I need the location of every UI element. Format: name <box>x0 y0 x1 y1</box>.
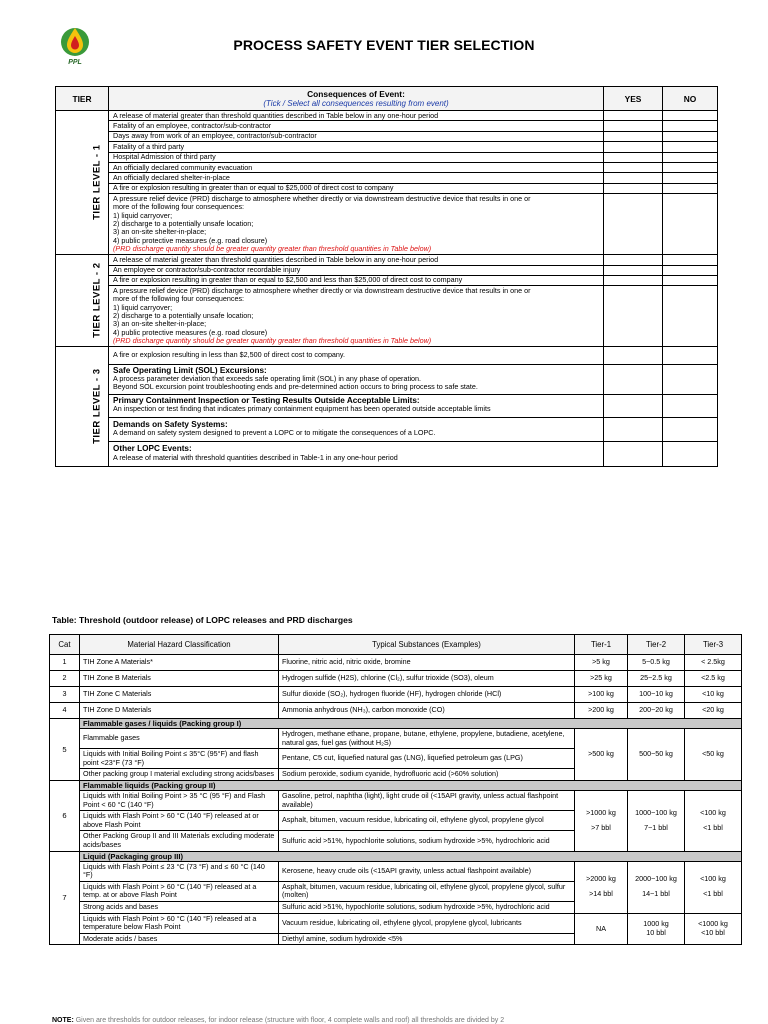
tier2-cell: 25~2.5 kg <box>628 671 685 687</box>
safety-system-demands <box>109 417 604 442</box>
prd-line: 1) liquid carryover; <box>113 302 173 312</box>
yes-checkbox[interactable] <box>604 131 663 141</box>
logo-text: PPL <box>68 59 82 66</box>
tier3-cell <box>685 861 742 913</box>
group-row <box>50 851 742 861</box>
no-checkbox[interactable] <box>663 417 718 442</box>
group-row <box>50 719 742 729</box>
no-checkbox[interactable] <box>663 347 718 364</box>
substances-cell: Sodium peroxide, sodium cyanide, hydrofluoric acid (>60% solution) <box>279 769 575 781</box>
section-line: A demand on safety system designed to prevent a LOPC or to mitigate the consequences of a LOPC. <box>113 428 436 437</box>
prd-note: (PRD discharge quantity should be greater quantity greater than threshold quantities in Table below) <box>113 244 432 254</box>
substances-cell: Asphalt, bitumen, vacuum residue, lubricating oil, ethylene glycol, propylene glycol, sulfur (molten) <box>279 881 575 901</box>
cat-cell: 1 <box>50 655 80 671</box>
consequence-text: An officially declared shelter-in-place <box>109 173 604 183</box>
tier3-row <box>56 417 718 442</box>
tier3-row <box>56 442 718 467</box>
substances-cell: Diethyl amine, sodium hydroxide <5% <box>279 933 575 945</box>
yes-checkbox[interactable] <box>604 121 663 131</box>
cat-cell: 6 <box>50 780 80 851</box>
tier3-label: TIER LEVEL - 3 <box>91 368 103 445</box>
consequence-text: An employee or contractor/sub-contractor recordable injury <box>109 265 604 275</box>
yes-checkbox[interactable] <box>604 255 663 265</box>
consequence-text: An officially declared community evacuation <box>109 163 604 173</box>
material-cell: Flammable gases <box>80 729 279 749</box>
yes-checkbox[interactable] <box>604 417 663 442</box>
prd-line: 4) public protective measures (e.g. road closure) <box>113 235 268 245</box>
yes-checkbox[interactable] <box>604 286 663 347</box>
substances-cell: Gasoline, petrol, naphtha (light), light crude oil (<15API gravity, unless actual flashpoint available) <box>279 790 575 810</box>
substances-cell: Ammonia anhydrous (NH₃), carbon monoxide (CO) <box>279 703 575 719</box>
tier2-header: Tier-2 <box>628 635 685 655</box>
substances-cell: Vacuum residue, lubricating oil, ethylene glycol, propylene glycol, lubricants <box>279 913 575 933</box>
consequence-text: A release of material greater than threshold quantities described in Table below in any one-hour period <box>109 111 604 121</box>
tier2-cell: 200~20 kg <box>628 703 685 719</box>
consequences-subtitle: (Tick / Select all consequences resulting from event) <box>263 99 449 108</box>
material-cell: Liquids with Flash Point > 60 °C (140 °F) released at or above Flash Point <box>80 811 279 831</box>
prd-line: 3) an on-site shelter-in-place; <box>113 227 207 237</box>
tier2-bbl: 14~1 bbl <box>642 889 670 899</box>
section-heading: Primary Containment Inspection or Testing Results Outside Acceptable Limits: <box>113 395 420 405</box>
tier1-header: Tier-1 <box>575 635 628 655</box>
yes-checkbox[interactable] <box>604 111 663 121</box>
prd-line: A pressure relief device (PRD) discharge to atmosphere whether directly or via downstream destructive device that results in one or <box>113 285 531 295</box>
group-heading: Liquid (Packaging group III) <box>80 851 742 861</box>
yes-checkbox[interactable] <box>604 142 663 152</box>
tier2-kg: 1000 kg <box>643 919 669 929</box>
no-checkbox[interactable] <box>663 163 718 173</box>
tier3-row <box>56 347 718 364</box>
no-checkbox[interactable] <box>663 111 718 121</box>
no-checkbox[interactable] <box>663 255 718 265</box>
no-checkbox[interactable] <box>663 364 718 394</box>
tier3-kg: <1000 kg <box>698 919 728 929</box>
note-label: NOTE: <box>52 1017 74 1024</box>
substances-cell: Hydrogen sulfide (H2S), chlorine (Cl₂), sulfur trioxide (SO3), oleum <box>279 671 575 687</box>
substances-header: Typical Substances (Examples) <box>279 635 575 655</box>
material-cell: Liquids with Initial Boiling Point > 35 °C (95 °F) and Flash Point < 60 °C (140 °F) <box>80 790 279 810</box>
substances-cell: Kerosene, heavy crude oils (<15API gravity, unless actual flashpoint available) <box>279 861 575 881</box>
material-cell: TIH Zone A Materials* <box>80 655 279 671</box>
tier3-cell: <50 kg <box>685 729 742 781</box>
yes-header: YES <box>604 87 663 111</box>
tier1-row <box>56 183 718 193</box>
material-cell: TIH Zone C Materials <box>80 687 279 703</box>
tier3-label-cell <box>56 347 109 467</box>
table-row <box>50 655 742 671</box>
material-cell: Liquids with Flash Point > 60 °C (140 °F) released at a temperature below Flash Point <box>80 913 279 933</box>
prd-line: more of the following four consequences: <box>113 294 245 304</box>
tier-header: TIER <box>56 87 109 111</box>
tier2-cell <box>628 790 685 851</box>
tier2-cell: 5~0.5 kg <box>628 655 685 671</box>
material-cell: Liquids with Initial Boiling Point ≤ 35°C (95°F) and flash point <23°F (73 °F) <box>80 749 279 769</box>
tier3-kg: <100 kg <box>700 874 726 884</box>
tier2-kg: 2000~100 kg <box>635 874 677 884</box>
prd-note: (PRD discharge quantity should be greater quantity greater than threshold quantities in Table below) <box>113 336 432 346</box>
yes-checkbox[interactable] <box>604 275 663 285</box>
tier3-bbl: <10 bbl <box>701 927 725 937</box>
tier2-row <box>56 275 718 285</box>
table-row <box>50 671 742 687</box>
tier3-bbl: <1 bbl <box>703 822 723 832</box>
no-checkbox[interactable] <box>663 286 718 347</box>
group-row <box>50 780 742 790</box>
consequence-text: Days away from work of an employee, contractor/sub-contractor <box>109 131 604 141</box>
material-cell: Liquids with Flash Point > 60 °C (140 °F) released at a temp. at or above Flash Point <box>80 881 279 901</box>
tier3-bbl: <1 bbl <box>703 889 723 899</box>
material-header: Material Hazard Classification <box>80 635 279 655</box>
group-heading: Flammable liquids (Packing group II) <box>80 780 742 790</box>
event-table-header <box>56 87 718 111</box>
tier2-bbl: 7~1 bbl <box>644 822 668 832</box>
tier1-row <box>56 111 718 121</box>
page-title: PROCESS SAFETY EVENT TIER SELECTION <box>233 37 535 53</box>
note-text: Given are thresholds for outdoor releases, for indoor release (structure with floor, 4 complete walls and roof) all thresholds are divided by 2 <box>75 1017 505 1024</box>
material-cell: TIH Zone D Materials <box>80 703 279 719</box>
tier3-row <box>56 394 718 417</box>
tier1-bbl: >14 bbl <box>589 889 613 899</box>
consequence-text: Fatality of a third party <box>109 142 604 152</box>
tier2-label: TIER LEVEL - 2 <box>91 262 103 339</box>
table-row <box>50 913 742 933</box>
no-checkbox[interactable] <box>663 152 718 162</box>
table-row <box>50 703 742 719</box>
no-header: NO <box>663 87 718 111</box>
tier2-cell: 100~10 kg <box>628 687 685 703</box>
cat-cell: 5 <box>50 719 80 781</box>
consequence-text: A fire or explosion resulting in greater than or equal to $25,000 of direct cost to company <box>109 183 604 193</box>
tier3-cell: < 2.5kg <box>685 655 742 671</box>
table-row <box>50 790 742 810</box>
yes-checkbox[interactable] <box>604 173 663 183</box>
yes-checkbox[interactable] <box>604 442 663 467</box>
material-cell: Other packing group I material excluding strong acids/bases <box>80 769 279 781</box>
tier1-cell: >100 kg <box>575 687 628 703</box>
cat-cell: 2 <box>50 671 80 687</box>
tier2-cell <box>628 861 685 913</box>
tier1-bbl: >7 bbl <box>591 822 611 832</box>
section-line: Beyond SOL excursion point troubleshooting ends and pre-determined action occurs to bring process to safe state. <box>113 382 478 392</box>
yes-checkbox[interactable] <box>604 152 663 162</box>
containment-inspection <box>109 394 604 417</box>
tier1-cell: >25 kg <box>575 671 628 687</box>
material-cell: Moderate acids / bases <box>80 933 279 945</box>
table-row <box>50 861 742 881</box>
tier1-cell <box>575 861 628 913</box>
prd-consequence <box>109 194 604 255</box>
tier1-cell: >500 kg <box>575 729 628 781</box>
no-checkbox[interactable] <box>663 265 718 275</box>
tier3-cell <box>685 790 742 851</box>
substances-cell: Hydrogen, methane ethane, propane, butane, ethylene, propylene, butadiene, acetylene, natural gas, fuel gas (without H₂S) <box>279 729 575 749</box>
tier1-prd-row <box>56 194 718 255</box>
material-cell: Strong acids and bases <box>80 901 279 913</box>
yes-checkbox[interactable] <box>604 364 663 394</box>
sol-excursions <box>109 364 604 394</box>
substances-cell: Sulfur dioxide (SO₂), hydrogen fluoride (HF), hydrogen chloride (HCl) <box>279 687 575 703</box>
threshold-header <box>50 635 742 655</box>
tier1-row <box>56 173 718 183</box>
yes-checkbox[interactable] <box>604 183 663 193</box>
prd-line: 1) liquid carryover; <box>113 210 173 220</box>
tier2-label-cell <box>56 255 109 347</box>
tier1-cell: >200 kg <box>575 703 628 719</box>
tier3-header: Tier-3 <box>685 635 742 655</box>
consequence-text: A fire or explosion resulting in less than $2,500 of direct cost to company. <box>109 347 604 364</box>
tier1-label-cell <box>56 111 109 255</box>
no-checkbox[interactable] <box>663 173 718 183</box>
tier3-kg: <100 kg <box>700 808 726 818</box>
other-lopc-events <box>109 442 604 467</box>
event-table <box>55 86 718 467</box>
section-line: A release of material with threshold quantities described in Table-1 in any one-hour period <box>113 452 398 462</box>
no-checkbox[interactable] <box>663 142 718 152</box>
no-checkbox[interactable] <box>663 394 718 417</box>
material-cell: Other Packing Group II and III Materials excluding moderate acids/bases <box>80 831 279 851</box>
tier2-cell: 500~50 kg <box>628 729 685 781</box>
section-heading: Demands on Safety Systems: <box>113 419 228 429</box>
tier3-cell: <10 kg <box>685 687 742 703</box>
material-cell: TIH Zone B Materials <box>80 671 279 687</box>
section-line: An inspection or test finding that indicates primary containment equipment has been operated outside acceptable limits <box>113 404 491 414</box>
tier3-cell: <2.5 kg <box>685 671 742 687</box>
cat-header: Cat <box>50 635 80 655</box>
consequence-text: Fatality of an employee, contractor/sub-contractor <box>109 121 604 131</box>
prd-line: more of the following four consequences: <box>113 202 245 212</box>
no-checkbox[interactable] <box>663 194 718 255</box>
consequence-text: A fire or explosion resulting in greater than or equal to $2,500 and less than $25,000 of direct cost to company <box>109 275 604 285</box>
yes-checkbox[interactable] <box>604 194 663 255</box>
cat-cell: 4 <box>50 703 80 719</box>
table-row <box>50 729 742 749</box>
consequence-text: A release of material greater than threshold quantities described in Table below in any one-hour period <box>109 255 604 265</box>
yes-checkbox[interactable] <box>604 347 663 364</box>
tier2-cell <box>628 913 685 945</box>
no-checkbox[interactable] <box>663 442 718 467</box>
substances-cell: Asphalt, bitumen, vacuum residue, lubricating oil, ethylene glycol, propylene glycol <box>279 811 575 831</box>
tier1-row <box>56 152 718 162</box>
tier1-cell <box>575 790 628 851</box>
tier2-kg: 1000~100 kg <box>635 808 677 818</box>
substances-cell: Sulfuric acid >51%, hypochlorite solutions, sodium hydroxide >5%, hydrochloric acid <box>279 831 575 851</box>
tier1-label: TIER LEVEL - 1 <box>91 144 103 221</box>
tier1-row <box>56 142 718 152</box>
prd-line: 4) public protective measures (e.g. road closure) <box>113 327 268 337</box>
tier1-cell: >5 kg <box>575 655 628 671</box>
no-checkbox[interactable] <box>663 121 718 131</box>
footnote <box>52 1017 504 1024</box>
tier2-row <box>56 265 718 275</box>
section-heading: Other LOPC Events: <box>113 444 192 454</box>
yes-checkbox[interactable] <box>604 163 663 173</box>
table-row <box>50 687 742 703</box>
tier3-cell: <20 kg <box>685 703 742 719</box>
prd-consequence <box>109 286 604 347</box>
cat-cell: 7 <box>50 851 80 945</box>
threshold-caption: Table: Threshold (outdoor release) of LOPC releases and PRD discharges <box>52 615 353 625</box>
threshold-table <box>49 634 742 945</box>
yes-checkbox[interactable] <box>604 394 663 417</box>
tier1-kg: >2000 kg <box>586 874 616 884</box>
consequences-title: Consequences of Event: <box>307 89 405 99</box>
substances-cell: Pentane, C5 cut, liquefied natural gas (LNG), liquefied petroleum gas (LPG) <box>279 749 575 769</box>
tier2-prd-row <box>56 286 718 347</box>
tier3-row <box>56 364 718 394</box>
tier1-cell: NA <box>575 913 628 945</box>
tier1-row <box>56 131 718 141</box>
substances-cell: Sulfuric acid >51%, hypochlorite solutions, sodium hydroxide >5%, hydrochloric acid <box>279 901 575 913</box>
tier1-row <box>56 121 718 131</box>
tier1-kg: >1000 kg <box>586 808 616 818</box>
prd-line: 3) an on-site shelter-in-place; <box>113 319 207 329</box>
yes-checkbox[interactable] <box>604 265 663 275</box>
consequences-header <box>109 87 604 111</box>
tier1-row <box>56 163 718 173</box>
material-cell: Liquids with Flash Point ≤ 23 °C (73 °F) and ≤ 60 °C (140 °F) <box>80 861 279 881</box>
tier3-cell <box>685 913 742 945</box>
substances-cell: Fluorine, nitric acid, nitric oxide, bromine <box>279 655 575 671</box>
prd-line: 2) discharge to a potentially unsafe location; <box>113 218 254 228</box>
prd-line: 2) discharge to a potentially unsafe location; <box>113 311 254 321</box>
tier2-row <box>56 255 718 265</box>
section-heading: Safe Operating Limit (SOL) Excursions: <box>113 365 267 375</box>
no-checkbox[interactable] <box>663 275 718 285</box>
cat-cell: 3 <box>50 687 80 703</box>
consequence-text: Hospital Admission of third party <box>109 152 604 162</box>
prd-line: A pressure relief device (PRD) discharge to atmosphere whether directly or via downstream destructive device that results in one or <box>113 193 531 203</box>
no-checkbox[interactable] <box>663 183 718 193</box>
section-line: A process parameter deviation that exceeds safe operating limit (SOL) in any phase of operation. <box>113 373 422 383</box>
no-checkbox[interactable] <box>663 131 718 141</box>
tier2-bbl: 10 bbl <box>646 927 666 937</box>
group-heading: Flammable gases / liquids (Packing group I) <box>80 719 742 729</box>
